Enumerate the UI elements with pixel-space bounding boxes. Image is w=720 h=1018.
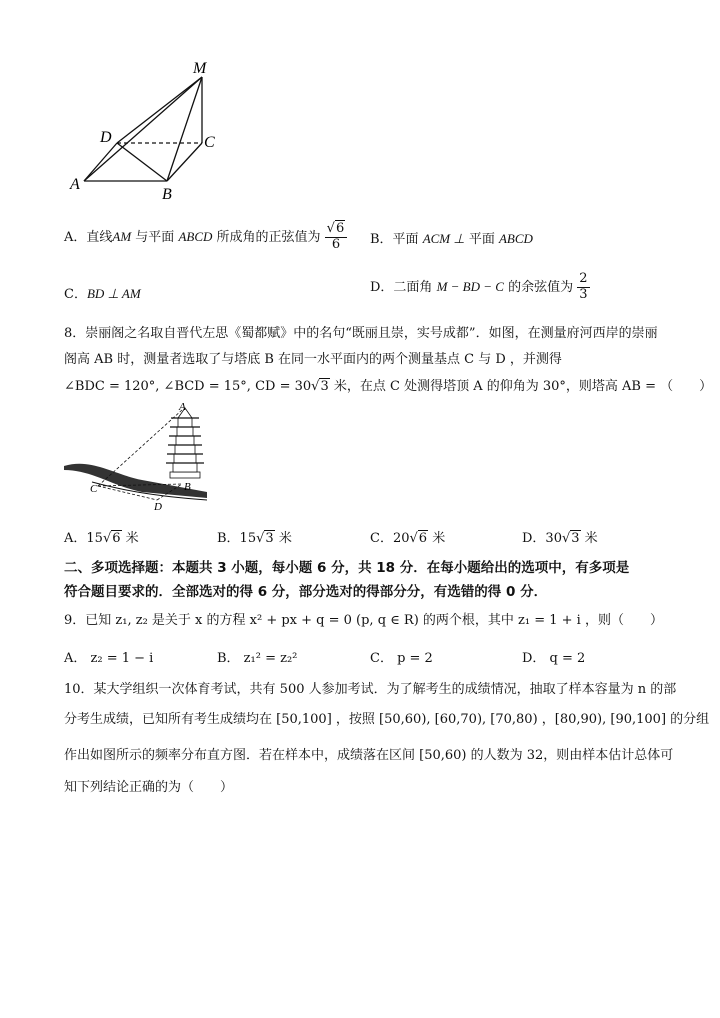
q8-option-c: C．20√6 米 xyxy=(370,531,446,546)
q9-option-c: C． p = 2 xyxy=(370,651,433,666)
tower-label-a: A xyxy=(179,401,186,413)
q7-a-fraction: $\frac{√6}{6}$ xyxy=(325,222,348,253)
q8-line-1: 8．崇丽阁之名取自晋代左思《蜀都赋》中的名句“既丽且崇，实号成都”．如图，在测量府河西岸的崇丽 xyxy=(64,326,658,341)
section-2-heading-line-1: 二、多项选择题：本题共 3 小题，每小题 6 分，共 18 分．在每小题给出的选项中，有多项是 xyxy=(64,560,630,576)
q7-option-a: A．直线AM 与平面 ABCD 所成角的正弦值为 $\frac{√6}{6}$ xyxy=(64,222,347,253)
q7-option-b: B．平面 ACM ⊥ 平面 ABCD xyxy=(370,231,533,247)
q9-option-b: B． z₁² = z₂² xyxy=(217,651,298,666)
section-2-heading-line-2: 符合题目要求的．全部选对的得 6 分，部分选对的得部分分，有选错的得 0 分． xyxy=(64,584,548,600)
label-a: A xyxy=(70,176,80,193)
q8-line-2: 阁高 AB 时，测量者选取了与塔底 B 在同一水平面内的两个测量基点 C 与 D ，并测得 xyxy=(64,352,562,367)
q8-line-3: ∠BDC = 120°, ∠BCD = 15°, CD = 30√3 米，在点 C 处测得塔顶 A 的仰角为 30°，则塔高 AB = （ ） xyxy=(64,379,713,394)
q8-option-a: A．15√6 米 xyxy=(64,531,139,546)
q8-option-b: B．15√3 米 xyxy=(217,531,292,546)
q9-option-d: D． q = 2 xyxy=(522,651,586,666)
q10-line-4: 知下列结论正确的为（ ） xyxy=(64,780,234,795)
q9-stem: 9．已知 z₁, z₂ 是关于 x 的方程 x² + px + q = 0 (p, q ∈ R) 的两个根，其中 z₁ = 1 + i ，则（ ） xyxy=(64,613,663,628)
q8-option-d: D．30√3 米 xyxy=(522,531,598,546)
q9-option-a: A． z₂ = 1 − i xyxy=(64,651,154,666)
q7-d-fraction: $\frac{2}{3}$ xyxy=(579,271,588,302)
label-c: C xyxy=(204,134,215,151)
tower-label-b: B xyxy=(184,481,191,493)
label-b: B xyxy=(162,186,172,203)
label-d: D xyxy=(100,129,112,146)
q10-line-3: 作出如图所示的频率分布直方图．若在样本中，成绩落在区间 [50,60) 的人数为 32，则由样本估计总体可 xyxy=(64,748,674,763)
q7-option-d: D．二面角 M − BD − C 的余弦值为 $\frac{2}{3}$ xyxy=(370,271,588,302)
tower-figure xyxy=(62,400,212,512)
pyramid-figure xyxy=(60,55,230,205)
label-m: M xyxy=(193,60,207,77)
tower-label-d: D xyxy=(154,501,162,512)
q10-line-2: 分考生成绩，已知所有考生成绩均在 [50,100] ，按照 [50,60), [60,70), [70,80) ，[80,90), [90,100] 的分组 xyxy=(64,712,710,727)
q7-option-c: C．BD ⊥ AM xyxy=(64,286,141,302)
q10-line-1: 10．某大学组织一次体育考试，共有 500 人参加考试．为了解考生的成绩情况，抽取了样本容量为 n 的部 xyxy=(64,682,677,697)
tower-label-c: C xyxy=(90,483,98,495)
